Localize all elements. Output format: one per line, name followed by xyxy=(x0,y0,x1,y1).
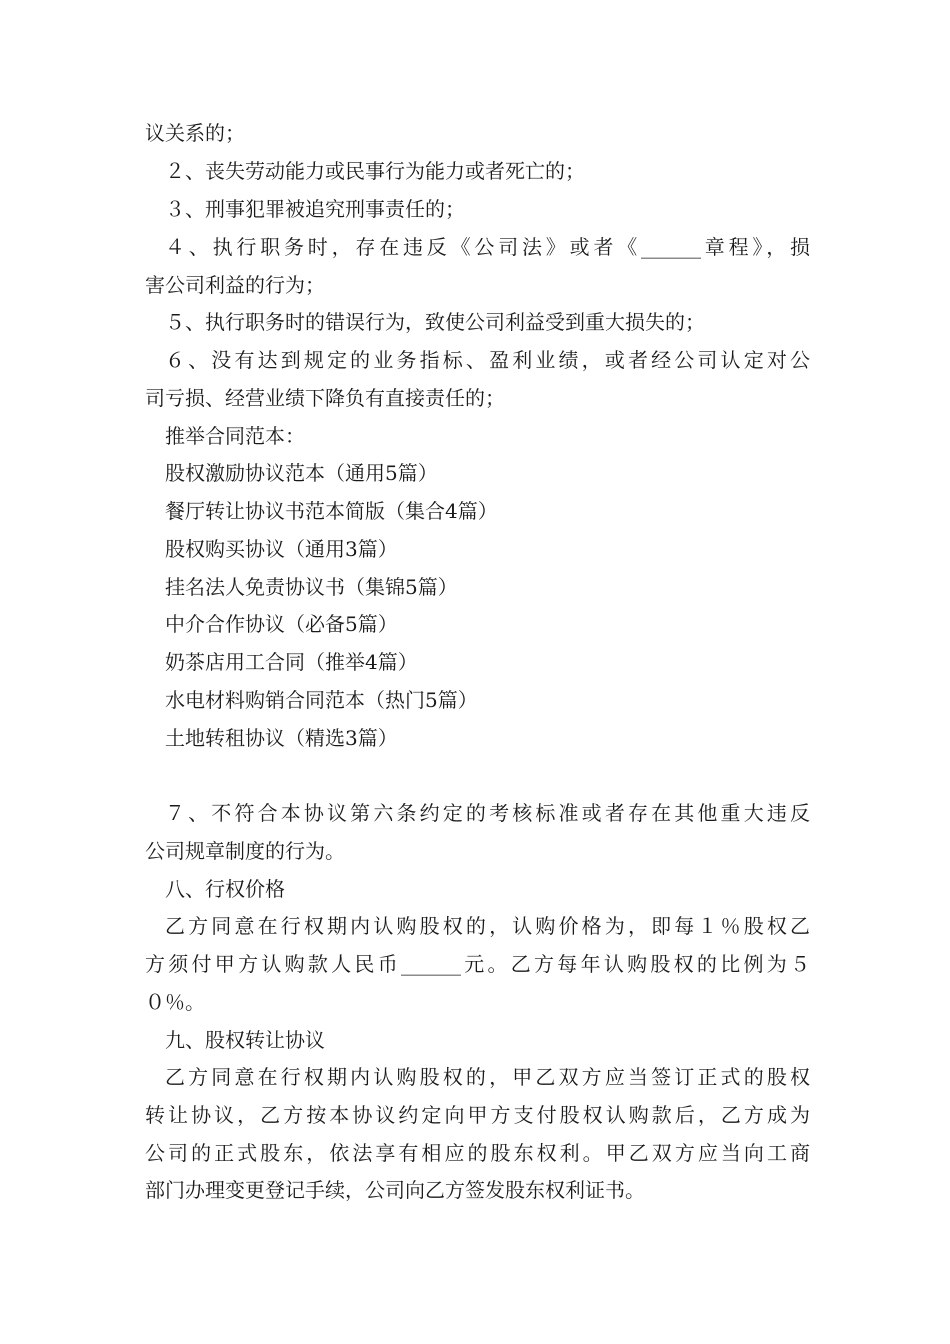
paragraph-line: 乙方同意在行权期内认购股权的，认购价格为，即每１％股权乙 xyxy=(165,914,810,938)
paragraph-line: ０％。 xyxy=(145,990,205,1014)
paragraph-line: 乙方同意在行权期内认购股权的，甲乙双方应当签订正式的股权 xyxy=(165,1065,810,1089)
list-item: ６、没有达到规定的业务指标、盈利业绩，或者经公司认定对公 xyxy=(165,348,810,372)
recommend-link[interactable]: 股权购买协议（通用3篇） xyxy=(165,537,398,561)
section-heading: 八、行权价格 xyxy=(165,877,285,901)
list-item: ７、不符合本协议第六条约定的考核标准或者存在其他重大违反 xyxy=(165,801,810,825)
recommend-link[interactable]: 股权激励协议范本（通用5篇） xyxy=(165,461,438,485)
recommend-heading: 推举合同范本： xyxy=(165,424,305,448)
section-heading: 九、股权转让协议 xyxy=(165,1028,325,1052)
list-item: ５、执行职务时的错误行为，致使公司利益受到重大损失的； xyxy=(165,310,705,334)
list-item: ４、执行职务时，存在违反《公司法》或者《______章程》，损 xyxy=(165,235,810,259)
recommend-link[interactable]: 挂名法人免责协议书（集锦5篇） xyxy=(165,575,458,599)
paragraph-line: 害公司利益的行为； xyxy=(145,273,325,297)
recommend-link[interactable]: 土地转租协议（精选3篇） xyxy=(165,726,398,750)
list-item: ３、刑事犯罪被追究刑事责任的； xyxy=(165,197,465,221)
recommend-link[interactable]: 餐厅转让协议书范本简版（集合4篇） xyxy=(165,499,498,523)
paragraph-line: 方须付甲方认购款人民币______元。乙方每年认购股权的比例为５ xyxy=(145,952,810,976)
list-item: ２、丧失劳动能力或民事行为能力或者死亡的； xyxy=(165,159,585,183)
paragraph-line: 公司的正式股东，依法享有相应的股东权利。甲乙双方应当向工商 xyxy=(145,1141,810,1165)
paragraph-line: 公司规章制度的行为。 xyxy=(145,839,345,863)
recommend-link[interactable]: 奶茶店用工合同（推举4篇） xyxy=(165,650,418,674)
paragraph-line: 议关系的； xyxy=(145,121,245,145)
recommend-link[interactable]: 中介合作协议（必备5篇） xyxy=(165,612,398,636)
paragraph-line: 转让协议，乙方按本协议约定向甲方支付股权认购款后，乙方成为 xyxy=(145,1103,810,1127)
paragraph-line: 司亏损、经营业绩下降负有直接责任的； xyxy=(145,386,505,410)
recommend-link[interactable]: 水电材料购销合同范本（热门5篇） xyxy=(165,688,478,712)
paragraph-line: 部门办理变更登记手续，公司向乙方签发股东权利证书。 xyxy=(145,1178,645,1202)
